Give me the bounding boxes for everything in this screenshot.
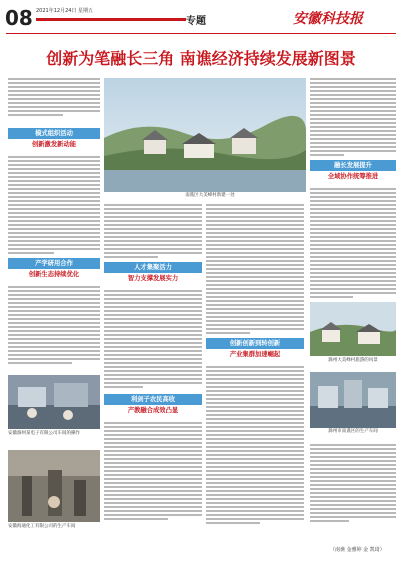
caption-4: 滁州市南谯区的生产车间 (328, 429, 378, 434)
subhead-2: 人才集聚活力 智力支撑发展实力 (104, 262, 202, 285)
subhead-3: 产学研用合作 创新生态持续优化 (8, 258, 100, 281)
column-3b (206, 366, 304, 526)
date-line: 2021年12月24日 星期五 (36, 8, 94, 14)
column-1 (8, 78, 100, 118)
caption-2: 安徽海通化工有限公司的生产车间 (8, 524, 76, 529)
subhead-5: 创新创新到转创新 产业集群加速崛起 (206, 338, 304, 361)
masthead-logo: 安徽科技报 (293, 11, 363, 27)
column-4b (310, 188, 396, 300)
column-2c (104, 422, 202, 522)
headline: 创新为笔融长三角 南谯经济持续发展新图景 (46, 49, 356, 68)
source-note: （南谯 金雅婷 金 凯琦） (330, 547, 385, 553)
page-header (0, 0, 402, 40)
column-1b (8, 156, 100, 256)
subhead-4: 利剑子农民高收 产教融合成效凸显 (104, 394, 202, 417)
header-red-bar (36, 18, 186, 21)
subhead-1: 模式组织活动 创新激发新动能 (8, 128, 100, 151)
column-4c (310, 444, 396, 524)
photo-village-2 (310, 302, 396, 356)
caption-1: 安徽滁州某电子有限公司车间的操作 (8, 431, 80, 436)
page-number: 08 (5, 6, 33, 30)
photo-village (104, 78, 306, 192)
column-4 (310, 78, 396, 158)
subhead-6: 融长发展提升 全域协作统筹推进 (310, 160, 396, 183)
photo-factory-1 (8, 375, 100, 429)
column-1c (8, 286, 100, 366)
photo-factory-2 (8, 450, 100, 522)
photo-plant (310, 372, 396, 428)
header-rule (6, 33, 396, 34)
section-label: 专题 (186, 16, 206, 27)
column-2 (104, 204, 202, 260)
caption-3: 滁州大美峰村旅游的风景 (328, 358, 378, 363)
caption-0: 南谯区大美峰村新建一处 (185, 193, 235, 198)
column-2b (104, 290, 202, 390)
column-3 (206, 204, 304, 336)
